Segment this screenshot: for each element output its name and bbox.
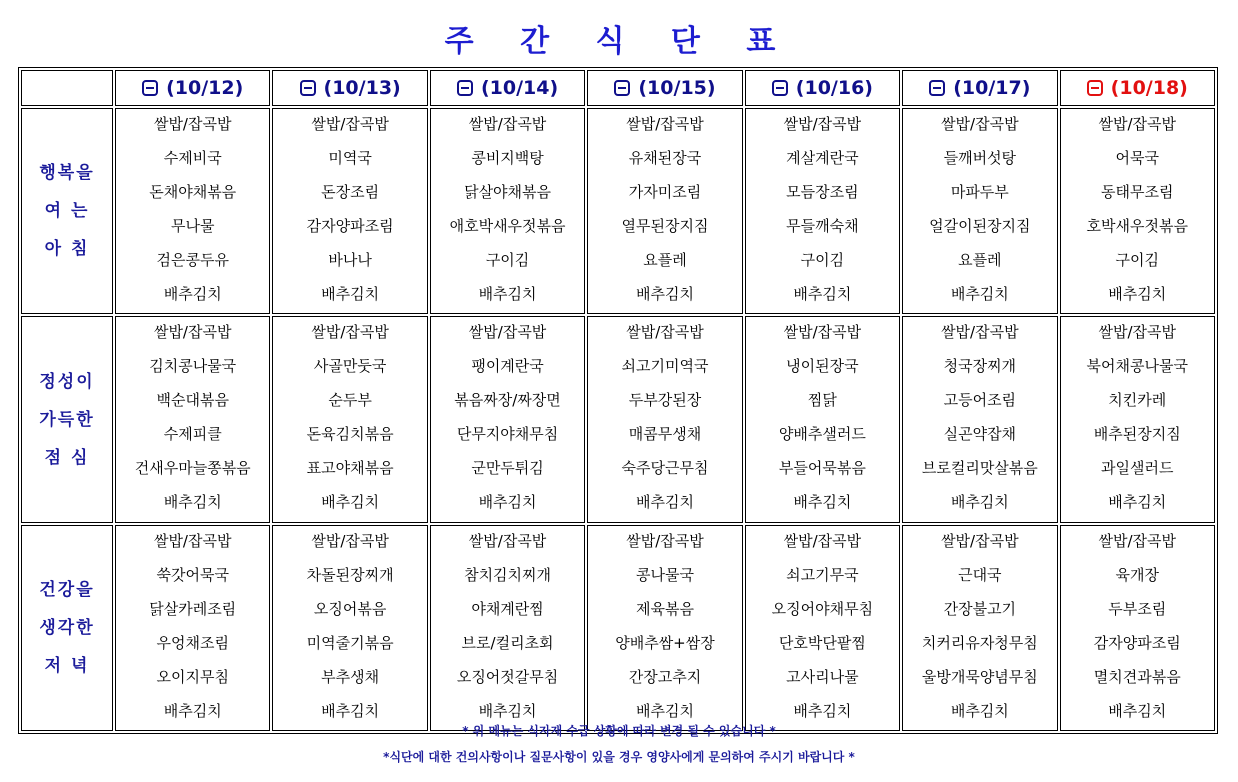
menu-item: 쌀밥/잡곡밥 [1098, 323, 1177, 341]
menu-item: 미역국 [328, 149, 372, 167]
menu-item: 쇠고기미역국 [621, 357, 709, 375]
calendar-icon [772, 80, 788, 96]
day-header-sunday [1060, 70, 1215, 106]
menu-item: 멸치견과볶음 [1093, 668, 1181, 686]
meal-label-line: 건강을 [39, 580, 95, 600]
menu-item: 사골만둣국 [313, 357, 387, 375]
calendar-icon [614, 80, 630, 96]
calendar-icon [300, 80, 316, 96]
header-row [21, 70, 1215, 106]
menu-item: 오이지무침 [156, 668, 229, 686]
menu-item: 무들깨숙채 [786, 217, 859, 235]
menu-item: 요플레 [958, 251, 1002, 269]
day-label: (10/18) [1110, 77, 1188, 99]
meal-label [21, 108, 113, 314]
menu-item: 동태무조림 [1101, 183, 1174, 201]
menu-item: 북어채콩나물국 [1086, 357, 1188, 375]
menu-cell [115, 316, 270, 523]
calendar-icon [1087, 80, 1103, 96]
menu-cell [902, 525, 1057, 731]
menu-item: 호박새우젓볶음 [1086, 217, 1188, 235]
menu-item: 냉이된장국 [786, 357, 859, 375]
menu-item: 쌀밥/잡곡밥 [153, 323, 232, 341]
meal-row [21, 108, 1215, 314]
menu-cell [272, 108, 427, 314]
menu-cell [272, 525, 427, 731]
menu-item: 우엉채조림 [156, 634, 229, 652]
menu-item: 마파두부 [950, 183, 1009, 201]
meal-label-line: 정성이 [39, 371, 95, 392]
menu-item: 콩비지백탕 [471, 149, 544, 167]
menu-cell [902, 316, 1057, 523]
menu-item: 검은콩두유 [156, 251, 229, 269]
menu-item: 구이김 [485, 251, 530, 269]
meal-label-line: 여 는 [44, 201, 90, 221]
menu-item: 수제피클 [163, 425, 222, 443]
menu-item: 구이김 [1115, 251, 1159, 269]
menu-item: 모듬장조림 [786, 183, 859, 201]
menu-item: 양배추쌈+쌈장 [615, 634, 715, 652]
meal-label-line: 저 녁 [44, 656, 90, 676]
menu-cell [430, 108, 585, 314]
menu-item: 부추생채 [321, 668, 380, 686]
menu-item: 팽이계란국 [471, 357, 544, 375]
day-label: (10/16) [795, 77, 873, 99]
menu-item: 배추김치 [321, 702, 380, 720]
menu-item: 양배추샐러드 [778, 425, 866, 443]
menu-item: 치킨카레 [1108, 391, 1167, 409]
menu-item: 배추김치 [950, 702, 1009, 720]
menu-item: 배추김치 [1108, 493, 1167, 511]
menu-item: 배추김치 [163, 493, 222, 511]
menu-item: 표고야채볶음 [306, 459, 394, 477]
menu-cell [1060, 316, 1215, 523]
menu-item: 쑥갓어묵국 [156, 566, 229, 584]
menu-item: 쇠고기무국 [786, 566, 859, 584]
menu-item: 쌀밥/잡곡밥 [626, 323, 704, 341]
menu-item: 쌀밥/잡곡밥 [1098, 532, 1177, 550]
menu-item: 야채계란찜 [471, 600, 544, 618]
menu-item: 바나나 [328, 251, 372, 269]
menu-item: 배추김치 [793, 493, 852, 511]
menu-item: 닭살야채볶음 [464, 183, 552, 201]
menu-item: 두부강된장 [628, 391, 702, 409]
menu-item: 열무된장지짐 [621, 217, 709, 235]
menu-item: 쌀밥/잡곡밥 [468, 323, 547, 341]
menu-item: 쌀밥/잡곡밥 [626, 532, 704, 550]
menu-cell [272, 316, 427, 523]
meal-row [21, 525, 1215, 731]
meal-label-line: 아 침 [44, 239, 90, 259]
menu-item: 두부조림 [1108, 600, 1167, 618]
menu-item: 배추김치 [1108, 702, 1167, 720]
menu-item: 오징어젓갈무침 [456, 668, 559, 686]
menu-item: 쌀밥/잡곡밥 [311, 323, 389, 341]
day-label: (10/17) [953, 77, 1031, 99]
menu-item: 배추김치 [635, 702, 694, 720]
menu-item: 배추김치 [950, 285, 1009, 303]
notice-contact: *식단에 대한 건의사항이나 질문사항이 있을 경우 영양사에게 문의하여 주시기 바랍니다 * [383, 750, 855, 764]
menu-item: 단무지야채무침 [456, 425, 559, 443]
menu-item: 쌀밥/잡곡밥 [468, 532, 547, 550]
corner-cell [21, 70, 113, 106]
menu-item: 쌀밥/잡곡밥 [783, 323, 862, 341]
day-header [430, 70, 585, 106]
menu-item: 백순대볶음 [156, 391, 229, 409]
menu-item: 들깨버섯탕 [943, 149, 1017, 167]
menu-cell [1060, 108, 1215, 314]
menu-cell [115, 108, 270, 314]
menu-cell [902, 108, 1057, 314]
menu-item: 어묵국 [1115, 149, 1159, 167]
menu-item: 쌀밥/잡곡밥 [153, 532, 232, 550]
menu-item: 고등어조림 [943, 391, 1017, 409]
meal-label-line: 행복을 [39, 163, 95, 183]
menu-cell [745, 316, 900, 523]
menu-item: 매콤무생채 [628, 425, 702, 443]
menu-item: 부들어묵볶음 [778, 459, 866, 477]
menu-item: 배추된장지짐 [1093, 425, 1181, 443]
calendar-icon [142, 80, 158, 96]
menu-item: 요플레 [643, 251, 687, 269]
menu-item: 배추김치 [321, 285, 380, 303]
day-header [902, 70, 1057, 106]
menu-cell [115, 525, 270, 731]
menu-item: 단호박단팥찜 [778, 634, 866, 652]
menu-item: 쌀밥/잡곡밥 [941, 323, 1019, 341]
menu-item: 쌀밥/잡곡밥 [153, 115, 232, 133]
menu-item: 오징어야채무침 [771, 600, 874, 618]
menu-cell [587, 525, 742, 731]
page-title: 주 간 식 단 표 [444, 24, 794, 59]
menu-item: 닭살카레조림 [149, 600, 237, 618]
menu-cell [1060, 525, 1215, 731]
menu-item: 배추김치 [478, 493, 537, 511]
menu-item: 얼갈이된장지짐 [929, 217, 1031, 235]
day-label: (10/14) [480, 77, 559, 99]
menu-item: 울방개묵양념무침 [921, 668, 1038, 686]
day-header [745, 70, 900, 106]
menu-item: 유채된장국 [628, 149, 702, 167]
menu-item: 감자양파조림 [1093, 634, 1181, 652]
menu-item: 브로/컬리초회 [461, 634, 554, 652]
menu-item: 콩나물국 [635, 566, 694, 584]
menu-cell [587, 108, 742, 314]
menu-item: 수제비국 [163, 149, 222, 167]
menu-cell [587, 316, 742, 523]
menu-item: 감자양파조림 [306, 217, 394, 235]
menu-item: 쌀밥/잡곡밥 [468, 115, 547, 133]
menu-item: 고사리나물 [786, 668, 859, 686]
menu-item: 구이김 [800, 251, 845, 269]
menu-item: 가자미조림 [628, 183, 702, 201]
menu-item: 쌀밥/잡곡밥 [941, 115, 1019, 133]
menu-item: 배추김치 [321, 493, 380, 511]
menu-item: 계살계란국 [786, 149, 859, 167]
menu-item: 찜닭 [807, 391, 837, 409]
menu-item: 순두부 [328, 391, 372, 409]
meal-label-line: 점 심 [44, 447, 90, 468]
day-label: (10/13) [323, 77, 401, 99]
weekly-menu-table [18, 67, 1218, 734]
menu-item: 차돌된장찌개 [306, 566, 394, 584]
menu-item: 배추김치 [793, 702, 852, 720]
menu-item: 미역줄기볶음 [306, 634, 394, 652]
day-header [272, 70, 427, 106]
menu-item: 건새우마늘쫑볶음 [134, 459, 251, 477]
menu-item: 애호박새우젓볶음 [449, 217, 566, 235]
menu-item: 쌀밥/잡곡밥 [311, 115, 389, 133]
menu-item: 배추김치 [635, 285, 694, 303]
menu-item: 배추김치 [478, 285, 537, 303]
meal-label [21, 316, 113, 523]
menu-item: 배추김치 [793, 285, 852, 303]
menu-item: 제육볶음 [635, 600, 694, 618]
menu-item: 김치콩나물국 [149, 357, 237, 375]
menu-item: 쌀밥/잡곡밥 [941, 532, 1019, 550]
menu-item: 간장불고기 [943, 600, 1017, 618]
meal-label-line: 생각한 [39, 618, 95, 638]
menu-item: 육개장 [1115, 566, 1159, 584]
menu-item: 과일샐러드 [1101, 459, 1174, 477]
menu-item: 쌀밥/잡곡밥 [783, 115, 862, 133]
menu-cell [745, 108, 900, 314]
calendar-icon [457, 80, 473, 96]
menu-item: 쌀밥/잡곡밥 [311, 532, 389, 550]
menu-item: 쌀밥/잡곡밥 [1098, 115, 1177, 133]
menu-item: 참치김치찌개 [464, 566, 552, 584]
menu-item: 무나물 [170, 217, 215, 235]
menu-item: 쌀밥/잡곡밥 [626, 115, 704, 133]
notice-change: * 위 메뉴는 식자재 수급 상황에 따라 변경 될 수 있습니다 * [462, 724, 776, 738]
day-header [587, 70, 742, 106]
menu-item: 돈채야채볶음 [149, 183, 237, 201]
calendar-icon [929, 80, 945, 96]
menu-cell [430, 525, 585, 731]
menu-item: 배추김치 [163, 702, 222, 720]
meal-label [21, 525, 113, 731]
day-label: (10/15) [638, 77, 716, 99]
menu-item: 브로컬리맛살볶음 [921, 459, 1038, 477]
day-label: (10/12) [166, 77, 244, 99]
menu-item: 돈장조림 [321, 183, 380, 201]
menu-item: 배추김치 [950, 493, 1009, 511]
menu-item: 오징어볶음 [313, 600, 387, 618]
menu-item: 쌀밥/잡곡밥 [783, 532, 862, 550]
menu-item: 배추김치 [1108, 285, 1167, 303]
menu-item: 배추김치 [635, 493, 694, 511]
menu-cell [430, 316, 585, 523]
menu-item: 간장고추지 [628, 668, 702, 686]
menu-item: 배추김치 [163, 285, 222, 303]
meal-label-line: 가득한 [39, 409, 95, 430]
menu-item: 돈육김치볶음 [306, 425, 394, 443]
menu-item: 군만두튀김 [471, 459, 544, 477]
meal-row [21, 316, 1215, 523]
menu-item: 볶음짜장/짜장면 [454, 391, 561, 409]
menu-item: 배추김치 [478, 702, 537, 720]
menu-item: 청국장찌개 [943, 357, 1017, 375]
menu-item: 실곤약잡채 [943, 425, 1017, 443]
day-header [115, 70, 270, 106]
menu-item: 치커리유자청무침 [921, 634, 1038, 652]
menu-cell [745, 525, 900, 731]
menu-item: 숙주당근무침 [621, 459, 709, 477]
menu-item: 근대국 [958, 566, 1002, 584]
